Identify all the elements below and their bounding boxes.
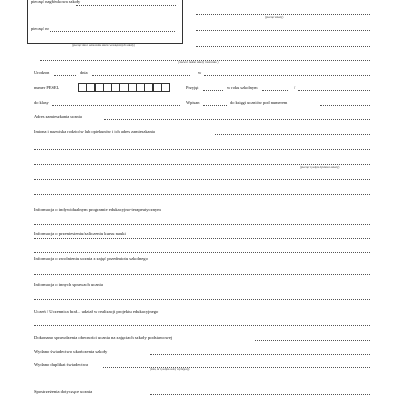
section-label: Dokonano sprawdzenia obecności ucznia na zajęciach szkoły podstawowej [34,335,173,340]
admitted-line [203,90,223,91]
parents-line-4 [34,179,370,180]
section-line [34,325,370,326]
pesel-label: numer PESEL [34,85,60,90]
section-line [34,252,370,253]
name-caption: ( nazwa i numer szkoły i nazwisko ) [178,61,219,64]
pesel-boxes [78,83,169,92]
section-label: Informacja o zwolnieniu ucznia z zajęć przedmiotu szkolnego [34,256,148,261]
stamp-line-1 [76,5,176,6]
header-right-caption: (pieczęć szkoły) [265,16,284,19]
parents-line-1 [215,134,370,135]
section-line [255,340,370,341]
school-year-line-a [262,90,288,91]
parents-line-3 [34,164,370,165]
book-label: do księgi uczniów pod numerem [230,100,288,105]
section-label: Informacja o innych sprawach ucznia [34,282,103,287]
to-class-line [52,105,180,106]
section-label: Wydano duplikat świadectwa [34,362,89,367]
header-right-line-2 [196,30,370,31]
in-line [204,75,370,76]
section-label: Informacja o przeniesieniu/zaliczeniu kursu nauki [34,231,126,236]
born-label: Urodzon [34,70,50,75]
section-line [34,299,370,300]
director-caption: (pieczęć i podpis dyrektora szkoły) [300,166,340,169]
section-line [34,224,370,225]
school-year-slash: / [294,85,296,90]
school-stamp-box [27,0,183,44]
section-label: Wydano świadectwo ukończenia szkoły [34,349,108,354]
address-label: Adres zamieszkania ucznia [34,114,82,119]
stamp-line-1-label: pieczęć nagłówkowa szkoły [31,0,81,4]
school-year-line-b [298,90,370,91]
observations-line [150,394,370,395]
observations-label: Spostrzeżenia dotyczące ucznia [34,389,93,394]
section-label: Uczeń / Uczennica brał... udział w realizacji projektu edukacyjnego [34,309,159,314]
stamp-caption: (pieczęć data i oznaczenie aktów wewnętrznych szkoły) [72,44,135,47]
book-line [320,105,370,106]
section-label: Informacja o indywidualnym programie edukacyjno-terapeutycznym [34,207,161,212]
section-line [103,367,370,368]
header-right-line-1 [196,14,370,15]
school-year-label: w roku szkolnym [227,85,258,90]
born-line [54,75,76,76]
parents-line-2 [34,149,370,150]
issuer-caption: (data, nr i podpis osoby wydającej) [150,368,190,371]
day-line [92,75,190,76]
stamp-line-2-label: pieczęć nr [31,26,49,31]
in-label: w [198,70,202,75]
removed-line [203,105,227,106]
day-label: dnia [80,70,88,75]
section-line [150,354,370,355]
pesel-cell [161,83,170,92]
removed-label: Wpisan [186,100,200,105]
admitted-label: Przyjęt [186,85,199,90]
parents-line-5 [34,194,370,195]
parents-label: Imiona i nazwiska rodziców lub opiekunów i ich adres zamieszkania [34,129,155,134]
to-class-label: do klasy [34,100,49,105]
stamp-line-2 [50,31,175,32]
section-line [34,238,370,239]
section-line [34,274,370,275]
address-line [104,119,370,120]
header-right-line-3 [196,46,370,47]
